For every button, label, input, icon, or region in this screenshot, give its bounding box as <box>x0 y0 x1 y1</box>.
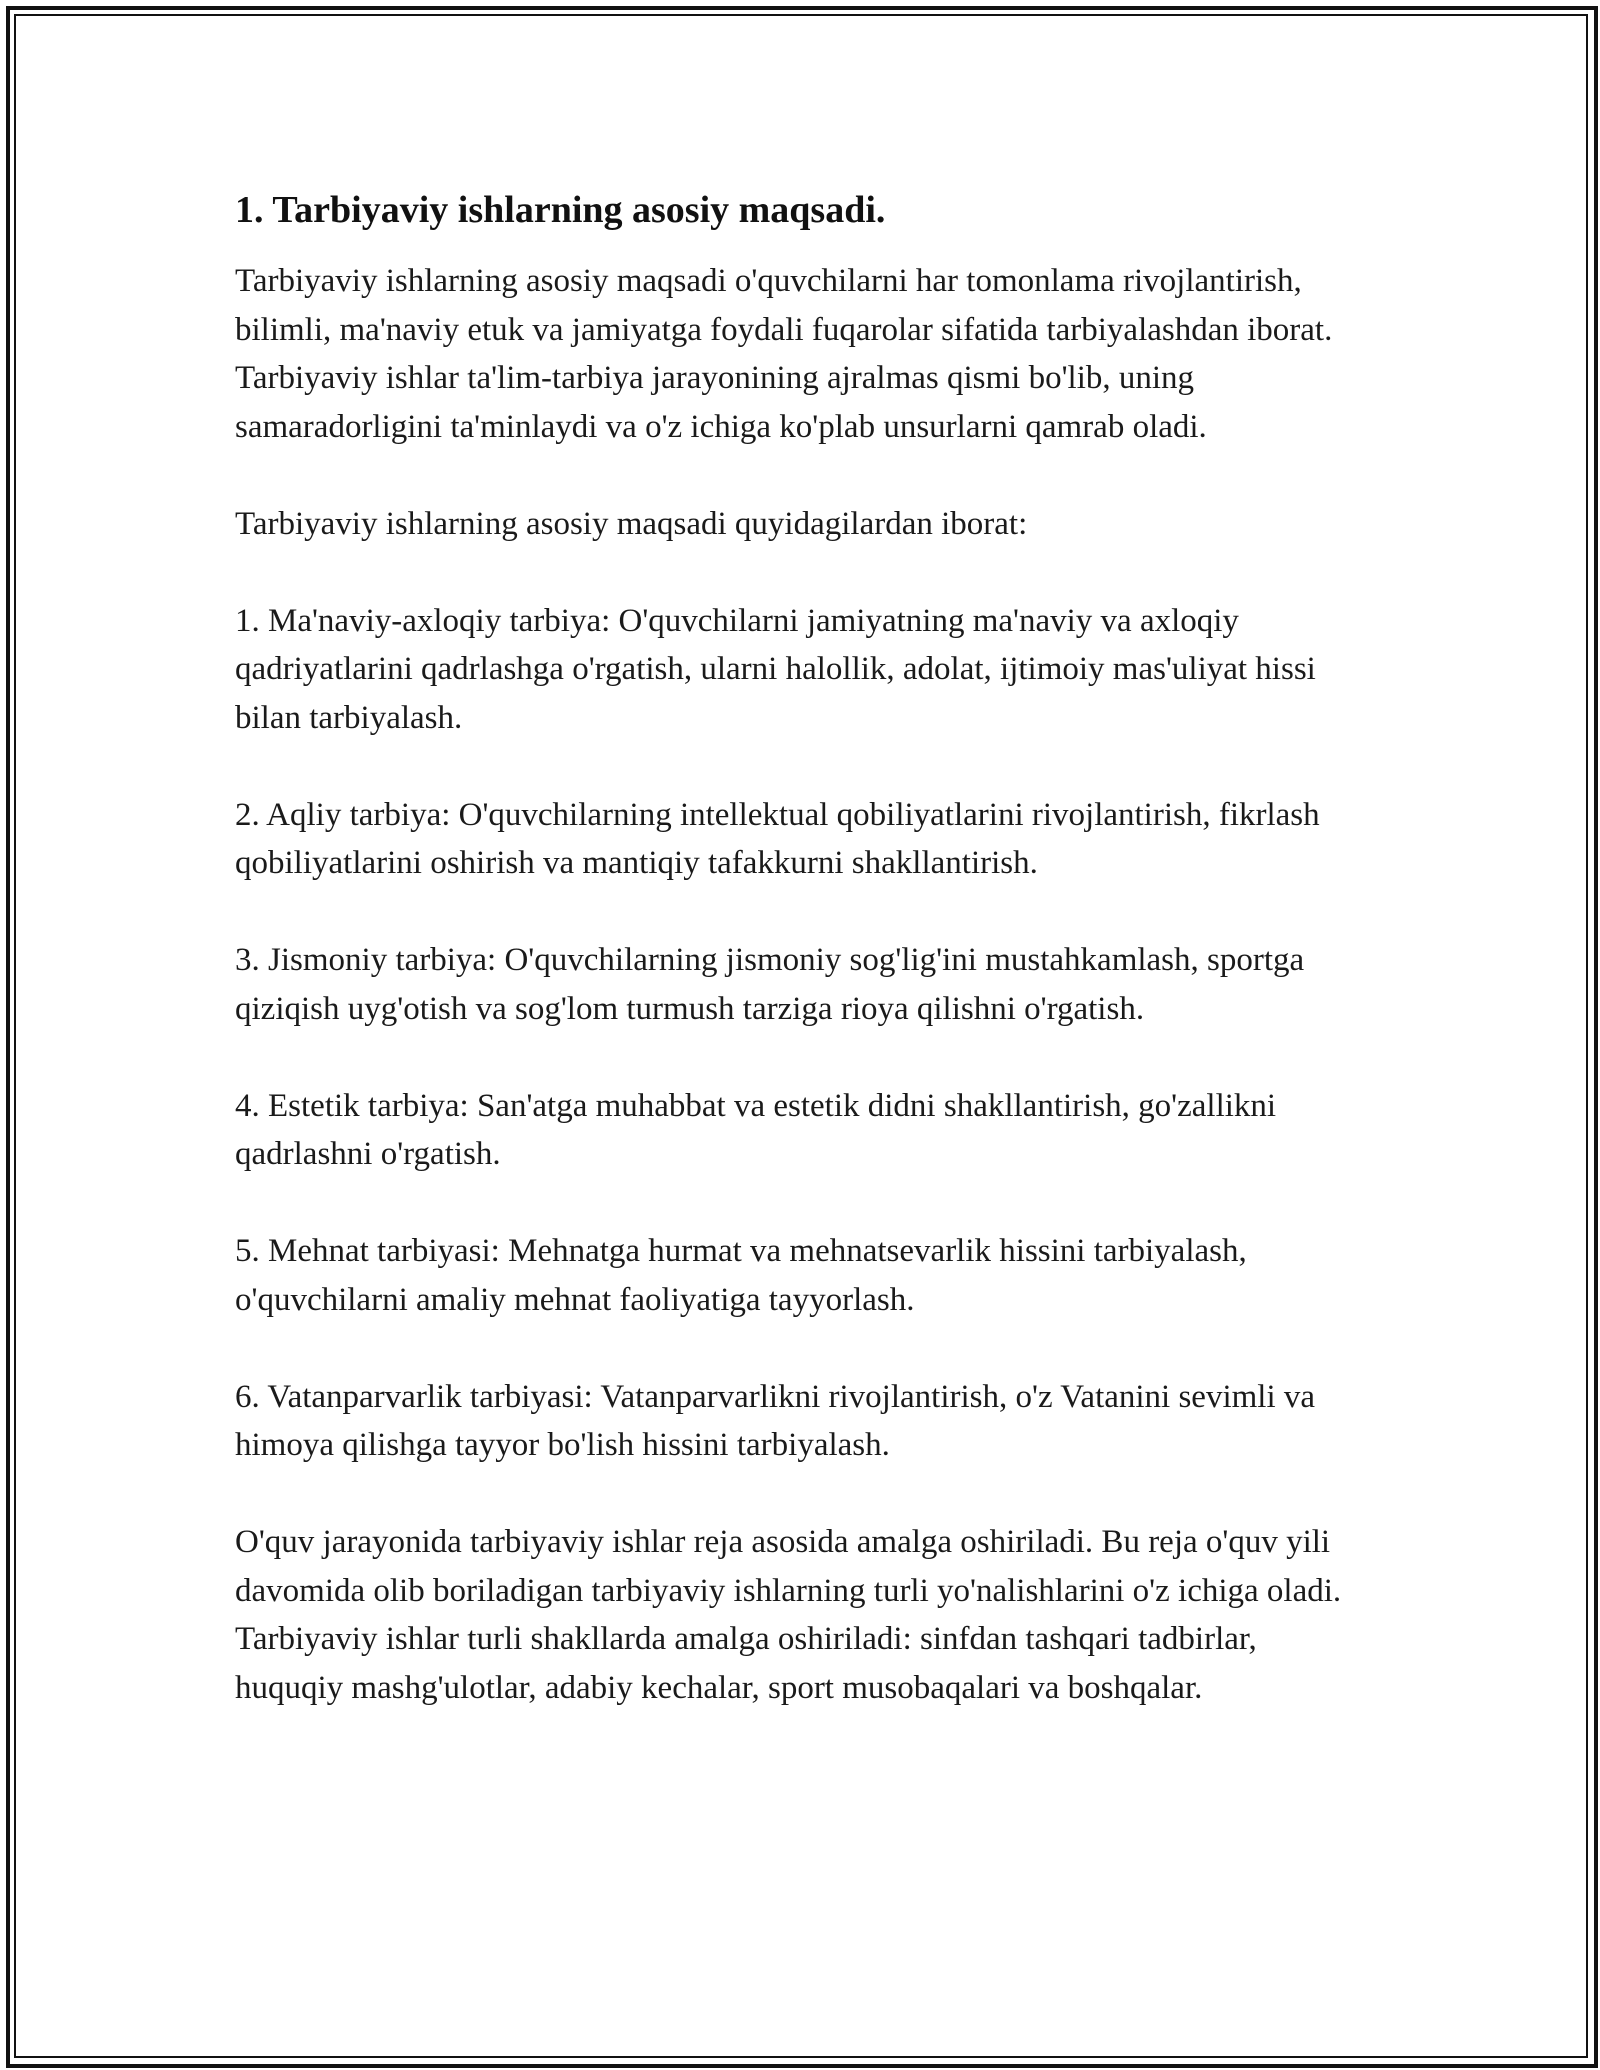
list-item-moral-education: 1. Ma'naviy-axloqiy tarbiya: O'quvchilarni jamiyatning ma'naviy va axloqiy qadriyatlarini qadrlashga o'rgatish, ularni halollik, adolat, ijtimoiy mas'uliyat hissi bilan tarbiyalash. <box>235 602 1316 736</box>
document-body <box>235 185 1370 1761</box>
list-item-patriotic-education: 6. Vatanparvarlik tarbiyasi: Vatanparvarlikni rivojlantirish, o'z Vatanini sevimli va himoya qilishga tayyor bo'lish hissini tarbiyalash. <box>235 1378 1316 1463</box>
list-item-aesthetic-education: 4. Estetik tarbiya: San'atga muhabbat va estetik didni shakllantirish, go'zallikni qadrlashni o'rgatish. <box>235 1087 1277 1172</box>
intro-paragraph: Tarbiyaviy ishlarning asosiy maqsadi o'quvchilarni har tomonlama rivojlantirish, bilimli, ma'naviy etuk va jamiyatga foydali fuqarolar sifatida tarbiyalashdan iborat. Tarbiyaviy ishlar ta'lim-tarbiya jarayonining ajralmas qismi bo'lib, uning samaradorligini ta'minlaydi va o'z ichiga ko'plab unsurlarni qamrab oladi. <box>235 263 1333 445</box>
list-item-labor-education: 5. Mehnat tarbiyasi: Mehnatga hurmat va mehnatsevarlik hissini tarbiyalash, o'quvchilarni amaliy mehnat faoliyatiga tayyorlash. <box>235 1233 1247 1318</box>
section-heading: 1. Tarbiyaviy ishlarning asosiy maqsadi. <box>235 189 886 231</box>
list-item-intellectual-education: 2. Aqliy tarbiya: O'quvchilarning intellektual qobiliyatlarini rivojlantirish, fikrlash qobiliyatlarini oshirish va mantiqiy tafakkurni shakllantirish. <box>235 796 1320 881</box>
list-item-physical-education: 3. Jismoniy tarbiya: O'quvchilarning jismoniy sog'lig'ini mustahkamlash, sportga qiziqish uyg'otish va sog'lom turmush tarziga rioya qilishni o'rgatish. <box>235 942 1305 1027</box>
closing-paragraph: O'quv jarayonida tarbiyaviy ishlar reja asosida amalga oshiriladi. Bu reja o'quv yili davomida olib boriladigan tarbiyaviy ishlarning turli yo'nalishlarini o'z ichiga oladi. Tarbiyaviy ishlar turli shakllarda amalga oshiriladi: sinfdan tashqari tadbirlar, huquqiy mashg'ulotlar, adabiy kechalar, sport musobaqalari va boshqalar. <box>235 1524 1342 1706</box>
list-intro-paragraph: Tarbiyaviy ishlarning asosiy maqsadi quyidagilardan iborat: <box>235 505 1028 542</box>
